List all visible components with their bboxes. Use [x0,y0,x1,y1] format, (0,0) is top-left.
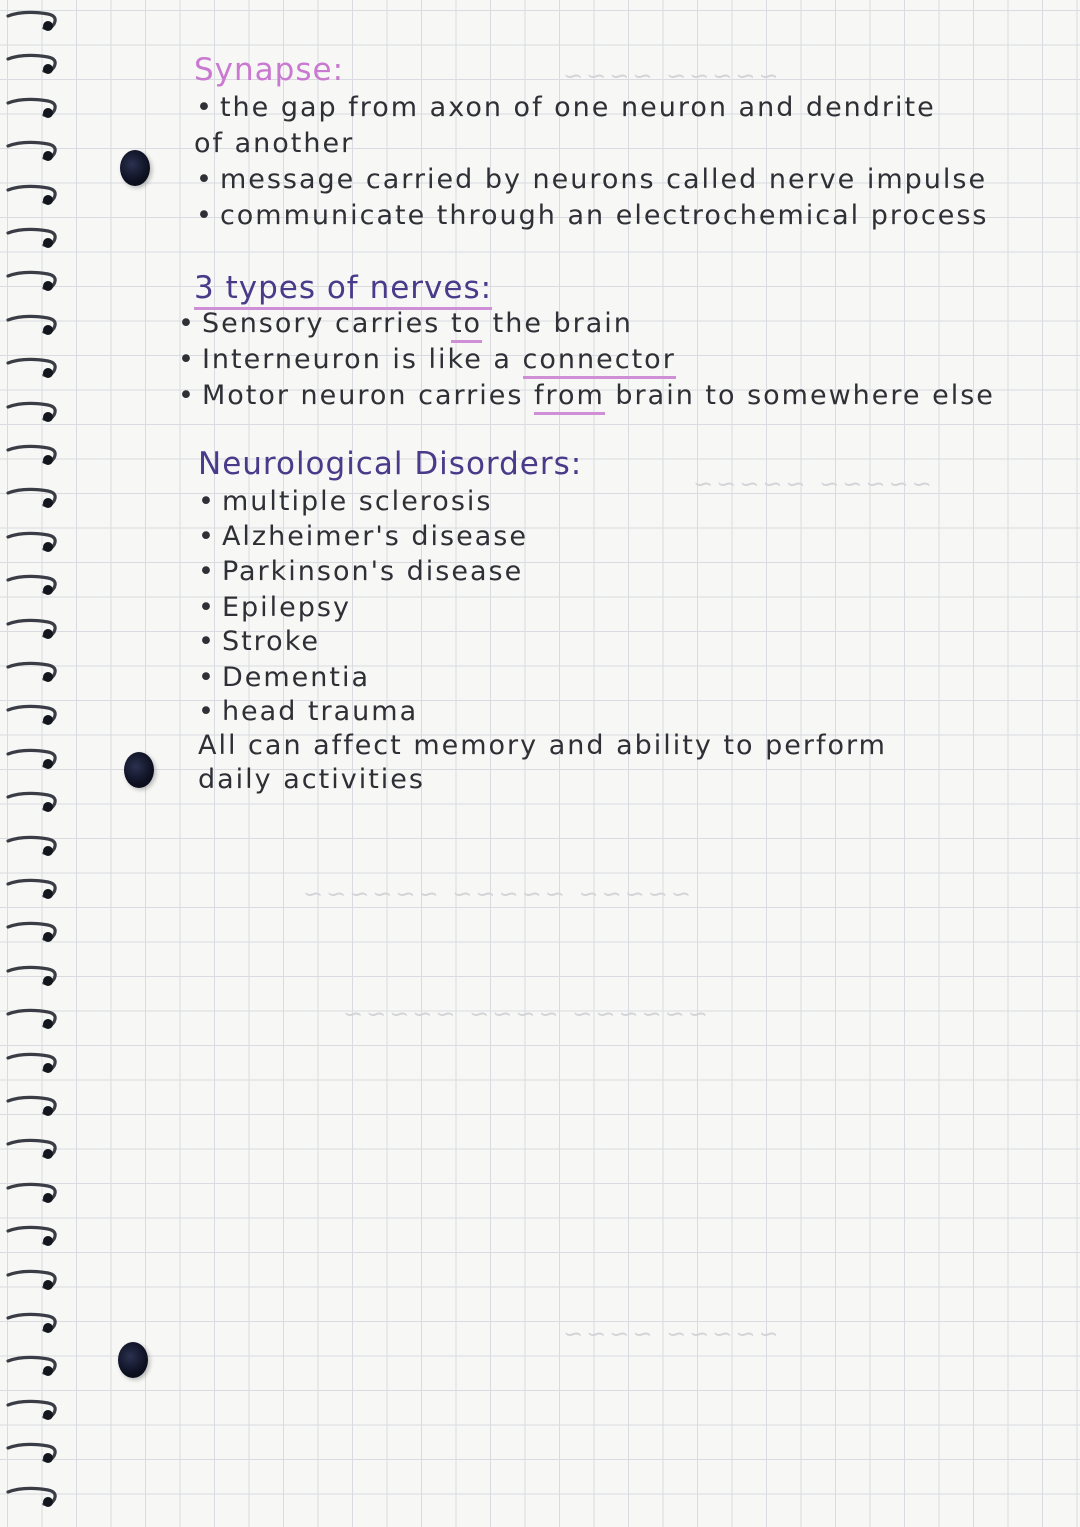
spiral-ring [4,1006,60,1032]
disorder-item: • Alzheimer's disease [198,521,528,552]
spiral-ring [4,51,60,77]
spiral-ring [4,95,60,121]
bullet-icon: • [198,592,216,623]
spiral-ring [4,138,60,164]
synapse-heading: Synapse: [194,52,345,88]
disorder-item: • Parkinson's disease [198,556,524,587]
disorders-summary-1: All can affect memory and ability to perform [198,730,887,761]
spiral-ring [4,312,60,338]
bullet-icon: • [178,380,196,411]
synapse-line-2: of another [194,128,355,159]
spiral-ring [4,225,60,251]
spiral-ring [4,529,60,555]
disorder-item: • head trauma [198,696,419,727]
show-through-text: ~~~~~ ~~~~~ ~~~~~~ [300,880,692,908]
spiral-ring [4,1397,60,1423]
bullet-icon: • [198,662,216,693]
spiral-ring [4,616,60,642]
nerve-motor: • Motor neuron carries from brain to somewhere else [178,380,995,411]
binder-hole-bottom [118,1342,148,1378]
nerves-heading: 3 types of nerves: [194,270,492,306]
spiral-ring [4,399,60,425]
spiral-ring [4,355,60,381]
spiral-ring [4,833,60,859]
spiral-ring [4,1267,60,1293]
spiral-ring [4,572,60,598]
spiral-binding [0,0,62,1527]
show-through-text: ~~~~~ ~~~~ [560,62,779,90]
binder-hole-middle [124,752,154,788]
disorder-item: • multiple sclerosis [198,486,493,517]
spiral-ring [4,1353,60,1379]
bullet-icon: • [196,92,214,123]
bullet-icon: • [196,164,214,195]
bullet-icon: • [178,344,196,375]
spiral-ring [4,876,60,902]
binder-hole-top [120,150,150,186]
spiral-ring [4,442,60,468]
spiral-ring [4,1440,60,1466]
spiral-ring [4,919,60,945]
spiral-ring [4,963,60,989]
spiral-ring [4,182,60,208]
spiral-ring [4,8,60,34]
spiral-ring [4,1050,60,1076]
synapse-line-4: • communicate through an electrochemical process [196,200,989,231]
spiral-ring [4,268,60,294]
spiral-ring [4,659,60,685]
bullet-icon: • [178,308,196,339]
bullet-icon: • [198,486,216,517]
bullet-icon: • [198,556,216,587]
spiral-ring [4,1093,60,1119]
disorder-item: • Stroke [198,626,320,657]
nerve-sensory: • Sensory carries to the brain [178,308,633,339]
spiral-ring [4,702,60,728]
disorders-heading: Neurological Disorders: [198,446,583,482]
show-through-text: ~~~~~~ ~~~~ ~~~~~ [340,1000,708,1028]
spiral-ring [4,746,60,772]
bullet-icon: • [198,626,216,657]
spiral-ring [4,1136,60,1162]
bullet-icon: • [196,200,214,231]
bullet-icon: • [198,696,216,727]
spiral-ring [4,1310,60,1336]
spiral-ring [4,1180,60,1206]
show-through-text: ~~~~~ ~~~~~ [690,470,932,498]
synapse-line-3: • message carried by neurons called nerve impulse [196,164,988,195]
show-through-text: ~~~~~ ~~~~ [560,1320,779,1348]
disorders-summary-2: daily activities [198,764,425,795]
disorder-item: • Dementia [198,662,370,693]
spiral-ring [4,1223,60,1249]
bullet-icon: • [198,521,216,552]
spiral-ring [4,485,60,511]
spiral-ring [4,1484,60,1510]
synapse-line-1: • the gap from axon of one neuron and dendrite [196,92,936,123]
nerve-interneuron: • Interneuron is like a connector [178,344,676,375]
disorder-item: • Epilepsy [198,592,351,623]
spiral-ring [4,789,60,815]
